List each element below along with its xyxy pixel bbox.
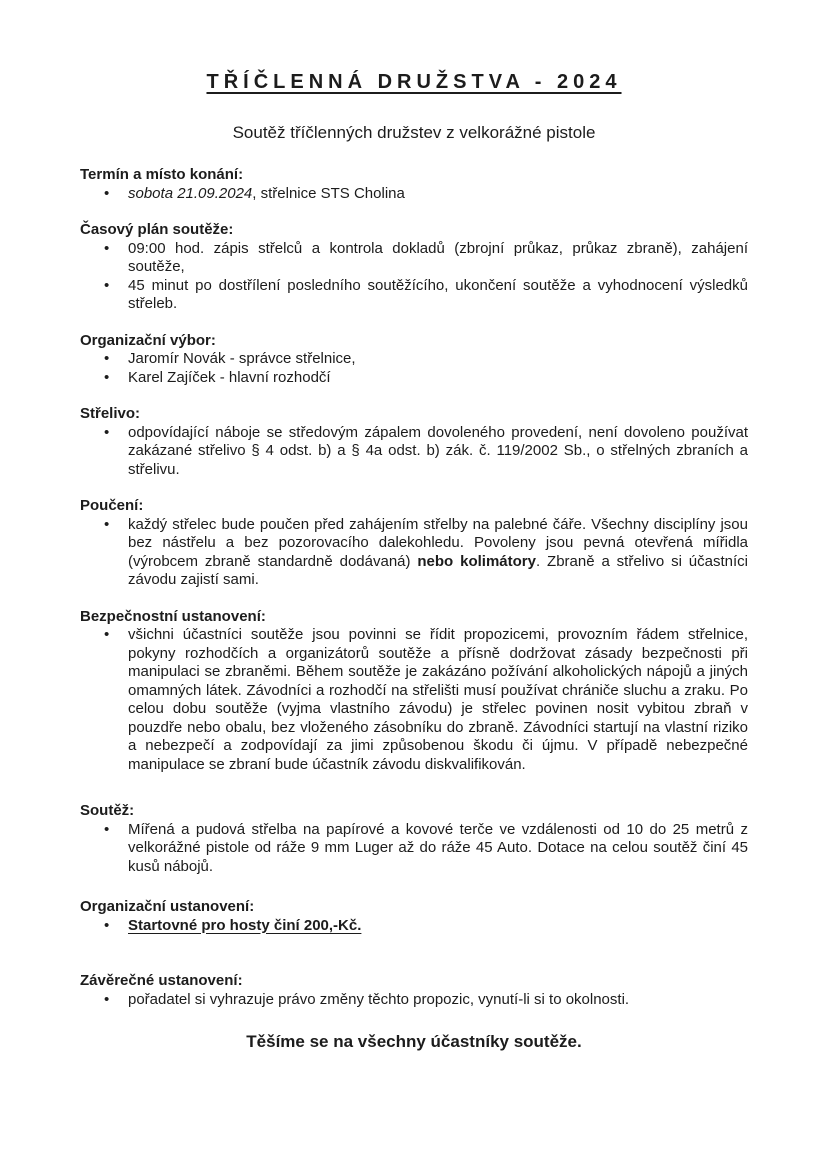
bullet-text: pořadatel si vyhrazuje právo změny těchto propozic, vynutí-li si to okolnosti. xyxy=(128,990,630,1008)
section-organizacni-vybor xyxy=(80,332,748,388)
bullet-icon xyxy=(80,350,128,369)
section-soutez xyxy=(80,802,748,876)
document-title: TŘÍČLENNÁ DRUŽSTVA - 2024 xyxy=(206,71,622,93)
bullet-icon xyxy=(80,369,128,388)
bullet-text: odpovídající náboje se středovým zápalem dovoleného provedení, není dovoleno používat zakázané střelivo § 4 odst. b) a § 4a odst. b) zák. č. 119/2002 Sb., o střelných zbraních a střelivu. xyxy=(128,423,748,478)
list-item xyxy=(80,185,748,204)
bullet-text: Karel Zajíček - hlavní rozhodčí xyxy=(128,368,331,386)
list-item xyxy=(80,991,748,1010)
list-item xyxy=(80,240,748,277)
section-heading: Časový plán soutěže: xyxy=(80,221,234,238)
bullet-icon xyxy=(80,277,128,314)
section-termin-a-misto xyxy=(80,166,748,203)
section-heading: Poučení: xyxy=(80,497,144,514)
bullet-text-part: každý střelec bude poučen před zahájením střelby na palebné čáře. Všechny disciplíny jsou bez nástřelu a bez pozorovacího dalekohledu. Povoleny jsou pevná otevřená mířidla (výrobcem zbraně standardně dodávaná) xyxy=(128,515,748,570)
entry-fee-text: Startovné pro hosty činí 200,-Kč. xyxy=(128,916,362,934)
bullet-text-part: . Zbraně a střelivo si účastníci závodu zajistí sami. xyxy=(128,552,748,588)
section-heading: Závěrečné ustanovení: xyxy=(80,972,243,989)
bullet-icon xyxy=(80,240,128,277)
list-item xyxy=(80,350,748,369)
section-casovy-plan xyxy=(80,221,748,314)
bullet-icon xyxy=(80,626,128,774)
section-heading: Termín a místo konání: xyxy=(80,166,244,183)
section-organizacni-ustanoveni xyxy=(80,898,748,935)
bullet-text: Jaromír Novák - správce střelnice, xyxy=(128,350,356,367)
bullet-text xyxy=(128,185,748,204)
bullet-icon xyxy=(80,821,128,877)
section-zaverecne-ustanoveni xyxy=(80,972,748,1009)
bullet-icon xyxy=(80,185,128,204)
bullet-text: Mířená a pudová střelba na papírové a kovové terče ve vzdálenosti od 10 do 25 metrů z velkorážné pistole od ráže 9 mm Luger až do ráže 45 Auto. Dotace na celou soutěž činí 45 kusů nábojů. xyxy=(128,820,748,875)
bullet-text-emphasis: nebo kolimátory xyxy=(417,552,536,570)
list-item xyxy=(80,369,748,388)
list-item xyxy=(80,424,748,480)
list-item xyxy=(80,917,748,936)
list-item xyxy=(80,821,748,877)
event-date: sobota 21.09.2024 xyxy=(128,184,253,202)
section-heading: Bezpečnostní ustanovení: xyxy=(80,607,266,625)
list-item xyxy=(80,516,748,590)
bullet-icon xyxy=(80,991,128,1010)
section-heading: Střelivo: xyxy=(80,405,141,422)
event-location: , střelnice STS Cholina xyxy=(252,184,405,202)
section-heading: Soutěž: xyxy=(80,802,135,819)
bullet-icon xyxy=(80,424,128,480)
bullet-text: všichni účastníci soutěže jsou povinni se řídit propozicemi, provozním řádem střelnice, pokyny rozhodčích a organizátorů soutěže a přísně dodržovat zásady bezpečnosti při manipulaci se zbraněmi. Během soutěže je zakázáno požívání alkoholických nápojů a jiných omamných látek. Závodníci a rozhodčí na střelišti musí používat chrániče sluchu a zraku. Po celou dobu soutěže (vyjma vlastního závodu) je střelec povinen nosit vybitou zbraň v pouzdře nebo obalu, bez vloženého zásobníku do zbraně. Závodníci startují na vlastní riziko a nebezpečí a zodpovídají za jimi způsobenou škodu či újmu. V případě nebezpečné manipulace se zbraní bude účastník závodu diskvalifikován. xyxy=(128,626,748,773)
bullet-text xyxy=(128,516,748,590)
bullet-text xyxy=(128,917,748,936)
section-heading: Organizační ustanovení: xyxy=(80,898,255,915)
bullet-icon xyxy=(80,516,128,590)
closing-statement: Těšíme se na všechny účastníky soutěže. xyxy=(246,1032,582,1051)
section-heading: Organizační výbor: xyxy=(80,331,216,349)
document-subtitle: Soutěž tříčlenných družstev z velkorážné pistole xyxy=(232,123,596,142)
section-pouceni xyxy=(80,497,748,590)
bullet-text: 09:00 hod. zápis střelců a kontrola dokladů (zbrojní průkaz, průkaz zbraně), zahájení soutěže, xyxy=(128,239,748,275)
section-bezpecnostni-ustanoveni xyxy=(80,608,748,775)
list-item xyxy=(80,277,748,314)
bullet-text: 45 minut po dostřílení posledního soutěžícího, ukončení soutěže a vyhodnocení výsledků střeleb. xyxy=(128,276,748,312)
bullet-icon xyxy=(80,917,128,936)
section-strelivo xyxy=(80,405,748,479)
list-item xyxy=(80,626,748,774)
